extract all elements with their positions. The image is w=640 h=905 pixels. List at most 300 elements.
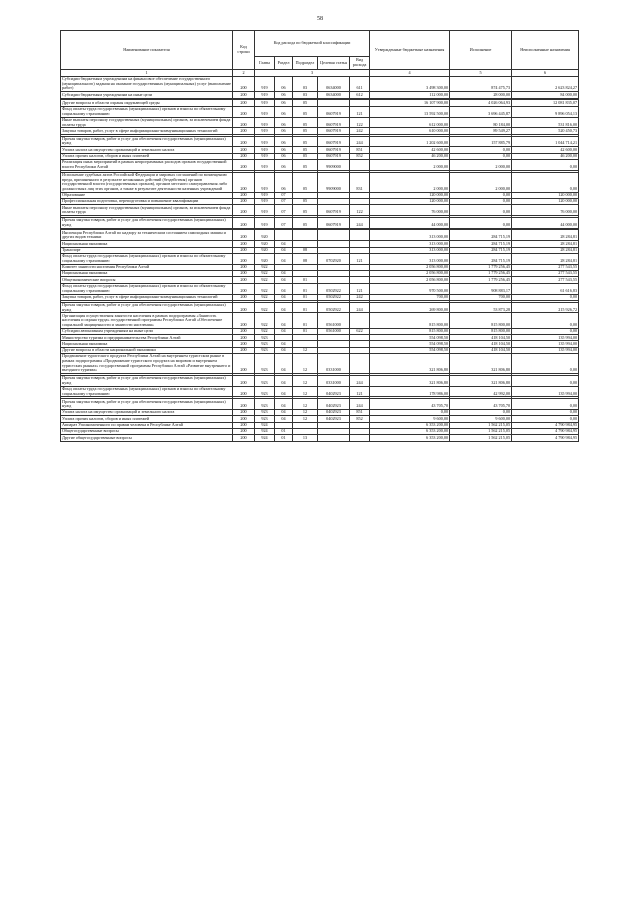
row-executed-amount: 28 000,00 (450, 92, 512, 98)
row-executed-amount: 321 806,80 (450, 375, 512, 386)
row-code: 200 (233, 160, 255, 171)
row-executed-amount: 0,00 (450, 205, 512, 216)
row-unexecuted-amount: 4 790 984,95 (512, 422, 579, 428)
header-chief: Главы (255, 57, 275, 70)
row-name: Уплата прочих налогов, сборов и иных платежей (61, 153, 233, 159)
row-chief-code: 923 (255, 416, 275, 422)
row-section-code: 04 (275, 410, 293, 416)
row-approved-amount: 9 600,00 (370, 416, 450, 422)
row-subsection-code: 08 (293, 253, 318, 264)
row-chief-code: 919 (255, 217, 275, 228)
row-chief-code: 922 (255, 313, 275, 328)
row-subsection-code: 12 (293, 347, 318, 353)
row-subsection-code: 12 (293, 354, 318, 374)
header-expense-type: Вид расхода (350, 57, 370, 70)
row-unexecuted-amount: 0,00 (512, 375, 579, 386)
row-target-item: 0607919 (318, 106, 350, 117)
row-name: Инспекция Республики Алтай по надзору за техническим состоянием самоходных машин и других видов техники (61, 230, 233, 241)
row-subsection-code: 01 (293, 277, 318, 283)
row-section-code: 06 (275, 117, 293, 128)
row-code: 200 (233, 136, 255, 147)
row-executed-amount: 1 779 256,45 (450, 277, 512, 283)
row-subsection-code: 12 (293, 399, 318, 410)
row-executed-amount: 53 873,28 (450, 302, 512, 313)
row-chief-code: 923 (255, 335, 275, 341)
row-subsection-code: 05 (293, 217, 318, 228)
row-expense-type: 244 (350, 217, 370, 228)
row-section-code: 06 (275, 160, 293, 171)
row-target-item: 0331000 (318, 375, 350, 386)
row-expense-type (350, 435, 370, 441)
row-code: 200 (233, 422, 255, 428)
row-unexecuted-amount: 84 000,00 (512, 92, 579, 98)
row-section-code: 07 (275, 217, 293, 228)
row-executed-amount: 0,00 (450, 410, 512, 416)
row-name: Прочая закупка товаров, работ и услуг для обеспечения государственных (муниципальных) нужд (61, 302, 233, 313)
row-unexecuted-amount: 9 896 054,13 (512, 106, 579, 117)
row-subsection-code: 05 (293, 106, 318, 117)
row-subsection-code: 05 (293, 160, 318, 171)
row-code: 200 (233, 283, 255, 294)
row-executed-amount: 80 184,00 (450, 117, 512, 128)
row-executed-amount: 0,00 (450, 198, 512, 204)
row-chief-code: 922 (255, 283, 275, 294)
row-approved-amount: 6 353 200,00 (370, 422, 450, 428)
row-approved-amount: 815 800,00 (370, 313, 450, 328)
row-target-item (318, 435, 350, 441)
row-unexecuted-amount: 44 000,00 (512, 217, 579, 228)
row-approved-amount: 2 056 800,00 (370, 264, 450, 270)
row-approved-amount: 612 000,00 (370, 117, 450, 128)
row-section-code: 04 (275, 294, 293, 300)
table-row (61, 354, 579, 374)
row-section-code: 04 (275, 416, 293, 422)
row-target-item (318, 230, 350, 241)
table-row (61, 217, 579, 228)
row-chief-code: 924 (255, 435, 275, 441)
table-row (61, 205, 579, 216)
row-code: 200 (233, 253, 255, 264)
row-approved-amount: 2 000,00 (370, 160, 450, 171)
row-unexecuted-amount: 42 600,00 (512, 147, 579, 153)
row-chief-code: 923 (255, 386, 275, 397)
header-unexecuted: Неисполненные назначения (512, 31, 579, 70)
row-section-code: 04 (275, 247, 293, 253)
row-name: Закупка товаров, работ, услуг в сфере информационно-коммуникационных технологий (61, 294, 233, 300)
row-section-code: 06 (275, 100, 293, 106)
row-section-code: 04 (275, 283, 293, 294)
row-code: 200 (233, 271, 255, 277)
table-row (61, 117, 579, 128)
row-name: Организация осуществления занятости населения в рамках подпрограммы «Занятость населения и охрана труда» государственной программы Республики Алтай «Обеспечение социальной защищенности и занятости населения» (61, 313, 233, 328)
row-unexecuted-amount: 4 790 984,95 (512, 435, 579, 441)
row-chief-code: 923 (255, 375, 275, 386)
row-code: 200 (233, 435, 255, 441)
row-executed-amount: 3 696 445,87 (450, 106, 512, 117)
row-expense-type: 851 (350, 410, 370, 416)
row-chief-code: 922 (255, 264, 275, 270)
column-number: 3 (255, 70, 370, 77)
row-approved-amount: 2 000,00 (370, 172, 450, 192)
row-subsection-code: 05 (293, 172, 318, 192)
row-section-code (275, 230, 293, 241)
row-expense-type: 242 (350, 294, 370, 300)
row-code: 200 (233, 386, 255, 397)
row-subsection-code: 08 (293, 247, 318, 253)
row-code: 200 (233, 335, 255, 341)
row-chief-code: 919 (255, 192, 275, 198)
row-subsection-code: 05 (293, 128, 318, 134)
row-executed-amount: 0,00 (450, 147, 512, 153)
row-unexecuted-amount: 520 450,73 (512, 128, 579, 134)
table-row (61, 313, 579, 328)
row-section-code: 06 (275, 172, 293, 192)
row-code: 200 (233, 147, 255, 153)
header-name: Наименование показателя (61, 31, 233, 70)
row-chief-code: 919 (255, 128, 275, 134)
row-chief-code: 922 (255, 328, 275, 334)
row-subsection-code: 12 (293, 386, 318, 397)
row-code: 200 (233, 328, 255, 334)
row-approved-amount: 76 000,00 (370, 205, 450, 216)
header-target-item: Целевая статья (318, 57, 350, 70)
row-subsection-code (293, 230, 318, 241)
row-name: Субсидии автономным учреждениям на иные цели (61, 328, 233, 334)
row-approved-amount: 313 000,00 (370, 230, 450, 241)
row-unexecuted-amount: 120 000,00 (512, 198, 579, 204)
row-unexecuted-amount: 135 994,00 (512, 335, 579, 341)
row-chief-code: 923 (255, 354, 275, 374)
row-section-code: 04 (275, 253, 293, 264)
row-approved-amount: 46 200,00 (370, 153, 450, 159)
row-approved-amount: 13 592 500,00 (370, 106, 450, 117)
row-name: Уплата прочих налогов, сборов и иных платежей (61, 416, 233, 422)
row-chief-code: 924 (255, 422, 275, 428)
row-approved-amount: 321 806,80 (370, 354, 450, 374)
row-target-item: 0607919 (318, 117, 350, 128)
row-expense-type: 244 (350, 302, 370, 313)
row-approved-amount: 313 000,00 (370, 241, 450, 247)
row-section-code: 06 (275, 128, 293, 134)
row-target-item: 0634000 (318, 77, 350, 92)
row-approved-amount: 321 806,80 (370, 375, 450, 386)
row-subsection-code: 12 (293, 416, 318, 422)
row-executed-amount: 42 992,00 (450, 386, 512, 397)
row-code: 200 (233, 100, 255, 106)
header-approved: Утвержденные бюджетные назначения (370, 31, 450, 70)
row-unexecuted-amount: 0,00 (512, 172, 579, 192)
row-approved-amount: 554 098,50 (370, 347, 450, 353)
row-unexecuted-amount: 1 044 714,21 (512, 136, 579, 147)
row-chief-code: 919 (255, 117, 275, 128)
row-executed-amount: 874 475,73 (450, 77, 512, 92)
row-name: Общегосударственные вопросы (61, 429, 233, 435)
row-expense-type: 121 (350, 106, 370, 117)
row-unexecuted-amount: 46 200,00 (512, 153, 579, 159)
row-target-item: 0702920 (318, 253, 350, 264)
row-section-code: 04 (275, 354, 293, 374)
row-approved-amount: 42 600,00 (370, 147, 450, 153)
column-number: 6 (512, 70, 579, 77)
row-section-code: 04 (275, 271, 293, 277)
row-chief-code: 919 (255, 100, 275, 106)
row-name: Прочая закупка товаров, работ и услуг для обеспечения государственных (муниципальных) нужд (61, 136, 233, 147)
row-chief-code: 919 (255, 106, 275, 117)
row-executed-amount: 908 883,17 (450, 283, 512, 294)
row-approved-amount: 0,00 (370, 410, 450, 416)
row-approved-amount: 1 202 600,00 (370, 136, 450, 147)
row-subsection-code: 05 (293, 153, 318, 159)
page-number: 58 (317, 16, 323, 22)
row-chief-code: 919 (255, 205, 275, 216)
row-subsection-code: 12 (293, 375, 318, 386)
row-expense-type (350, 160, 370, 171)
row-name: Фонд оплаты труда государственных (муниципальных) органов и взносы по обязательному социальному страхованию (61, 283, 233, 294)
row-unexecuted-amount: 28 284,81 (512, 247, 579, 253)
row-chief-code: 919 (255, 77, 275, 92)
row-approved-amount: 44 000,00 (370, 217, 450, 228)
row-unexecuted-amount: 0,00 (512, 294, 579, 300)
row-target-item: 0607919 (318, 153, 350, 159)
row-section-code: 04 (275, 399, 293, 410)
row-approved-amount: 313 000,00 (370, 247, 450, 253)
row-executed-amount: 284 715,19 (450, 230, 512, 241)
row-approved-amount: 2 056 800,00 (370, 277, 450, 283)
row-subsection-code: 01 (293, 328, 318, 334)
row-expense-type: 852 (350, 153, 370, 159)
row-target-item: 0331000 (318, 354, 350, 374)
row-expense-type: 121 (350, 386, 370, 397)
row-subsection-code: 05 (293, 136, 318, 147)
column-number: 5 (450, 70, 512, 77)
row-target-item: 0502922 (318, 294, 350, 300)
table-row (61, 77, 579, 92)
row-name: Другие вопросы в области национальной экономики (61, 347, 233, 353)
column-number: 2 (233, 70, 255, 77)
row-section-code: 06 (275, 106, 293, 117)
row-code: 200 (233, 341, 255, 347)
row-name: Образование (61, 192, 233, 198)
row-executed-amount: 700,00 (450, 294, 512, 300)
row-name: Национальная экономика (61, 271, 233, 277)
row-section-code: 04 (275, 386, 293, 397)
row-name: Фонд оплаты труда государственных (муниципальных) органов и взносы по обязательному социальному страхованию (61, 106, 233, 117)
row-name: Уплата налога на имущество организаций и земельного налога (61, 147, 233, 153)
row-chief-code: 919 (255, 153, 275, 159)
row-code: 200 (233, 354, 255, 374)
row-executed-amount: 157 885,79 (450, 136, 512, 147)
row-unexecuted-amount: 135 994,00 (512, 341, 579, 347)
row-expense-type: 611 (350, 77, 370, 92)
table-row (61, 375, 579, 386)
row-target-item: 0402923 (318, 399, 350, 410)
row-name: Прочая закупка товаров, работ и услуг для обеспечения государственных (муниципальных) нужд (61, 217, 233, 228)
row-code: 200 (233, 416, 255, 422)
row-expense-type: 242 (350, 128, 370, 134)
row-section-code: 04 (275, 302, 293, 313)
row-approved-amount: 554 098,50 (370, 341, 450, 347)
row-chief-code: 919 (255, 198, 275, 204)
table-body (61, 77, 579, 442)
row-code: 200 (233, 205, 255, 216)
row-approved-amount: 815 800,00 (370, 328, 450, 334)
row-name: Национальная экономика (61, 241, 233, 247)
row-unexecuted-amount: 0,00 (512, 328, 579, 334)
row-chief-code: 923 (255, 399, 275, 410)
row-unexecuted-amount: 0,00 (512, 313, 579, 328)
row-subsection-code: 01 (293, 294, 318, 300)
row-approved-amount: 120 000,00 (370, 198, 450, 204)
row-name: Общеэкономические вопросы (61, 277, 233, 283)
row-target-item: 0402923 (318, 386, 350, 397)
row-subsection-code: 03 (293, 92, 318, 98)
row-subsection-code: 12 (293, 410, 318, 416)
row-section-code: 06 (275, 77, 293, 92)
row-approved-amount: 2 056 800,00 (370, 271, 450, 277)
row-name: Исполнение судебных актов Российской Федерации и мировых соглашений по возмещению вреда, причиненного в результате незаконных действий (бездействия) органов государственной власти (государственных органов), органов местного самоуправления либо должностных лиц этих органов, а также в результате деятельности казенных учреждений (61, 172, 233, 192)
row-target-item: 0607919 (318, 136, 350, 147)
row-code: 200 (233, 399, 255, 410)
table-row (61, 435, 579, 441)
row-unexecuted-amount: 0,00 (512, 416, 579, 422)
row-unexecuted-amount: 277 543,55 (512, 271, 579, 277)
row-unexecuted-amount: 4 790 984,95 (512, 429, 579, 435)
row-name: Уплата налога на имущество организаций и земельного налога (61, 410, 233, 416)
row-code: 200 (233, 247, 255, 253)
row-target-item: 0634000 (318, 92, 350, 98)
row-code: 200 (233, 277, 255, 283)
row-target-item: 0402923 (318, 410, 350, 416)
row-subsection-code: 13 (293, 435, 318, 441)
row-code: 200 (233, 128, 255, 134)
row-unexecuted-amount: 0,00 (512, 399, 579, 410)
row-section-code: 06 (275, 153, 293, 159)
row-chief-code: 919 (255, 92, 275, 98)
row-code: 200 (233, 217, 255, 228)
row-approved-amount: 269 800,00 (370, 302, 450, 313)
row-chief-code: 923 (255, 347, 275, 353)
row-expense-type: 612 (350, 92, 370, 98)
row-code: 200 (233, 375, 255, 386)
row-target-item: 0561000 (318, 328, 350, 334)
row-name: Продвижение туристского продукта Республики Алтай на внутреннем туристском рынке в рамках подпрограммы «Продвижение туристского продукта на мировом и внутреннем туристских рынках» государственной программы Республики Алтай «Развитие внутреннего и въездного туризма» (61, 354, 233, 374)
row-expense-type: 122 (350, 117, 370, 128)
row-executed-amount: 89 549,27 (450, 128, 512, 134)
row-unexecuted-amount: 215 926,72 (512, 302, 579, 313)
row-section-code: 04 (275, 277, 293, 283)
row-approved-amount: 43 705,70 (370, 399, 450, 410)
row-section-code: 01 (275, 429, 293, 435)
row-expense-type: 244 (350, 136, 370, 147)
row-name: Субсидии бюджетным учреждениям на финансовое обеспечение государственного (муниципального) задания на оказание государственных (муниципальных) услуг (выполнение работ) (62, 76, 231, 91)
row-name: Прочая закупка товаров, работ и услуг для обеспечения государственных (муниципальных) нужд (61, 399, 233, 410)
row-target-item: 0607919 (318, 205, 350, 216)
row-chief-code: 922 (255, 277, 275, 283)
table-row (61, 106, 579, 117)
row-section-code: 04 (275, 375, 293, 386)
row-target-item: 0607919 (318, 128, 350, 134)
row-approved-amount: 120 000,00 (370, 192, 450, 198)
row-executed-amount: 1 779 256,45 (450, 264, 512, 270)
row-chief-code: 920 (255, 241, 275, 247)
row-unexecuted-amount: 28 284,81 (512, 230, 579, 241)
row-target-item: 0402923 (318, 416, 350, 422)
row-subsection-code: 01 (293, 313, 318, 328)
row-subsection-code: 05 (293, 205, 318, 216)
row-unexecuted-amount: 0,00 (512, 410, 579, 416)
table-row (61, 283, 579, 294)
row-unexecuted-amount: 12 081 835,07 (512, 100, 579, 106)
row-chief-code: 919 (255, 172, 275, 192)
table-row (61, 386, 579, 397)
header-subsection: Подраздел (293, 57, 318, 70)
row-executed-amount: 4 026 064,93 (450, 100, 512, 106)
row-unexecuted-amount: 28 284,81 (512, 241, 579, 247)
row-expense-type (350, 313, 370, 328)
row-unexecuted-amount: 28 284,81 (512, 253, 579, 264)
row-approved-amount: 313 000,00 (370, 253, 450, 264)
row-code: 200 (233, 429, 255, 435)
row-name: Министерство туризма и предпринимательства Республики Алтай (61, 335, 233, 341)
row-approved-amount: 6 353 200,00 (370, 429, 450, 435)
row-unexecuted-amount: 135 994,00 (512, 347, 579, 353)
row-chief-code: 919 (255, 136, 275, 147)
row-expense-type (350, 354, 370, 374)
row-code: 200 (233, 106, 255, 117)
row-code: 200 (233, 192, 255, 198)
row-code: 200 (233, 230, 255, 241)
header-budget-code-group: Код расхода по бюджетной классификации (255, 31, 370, 57)
row-section-code: 06 (275, 92, 293, 98)
row-expense-type: 244 (350, 399, 370, 410)
row-executed-amount: 418 104,50 (450, 347, 512, 353)
header-row-code: Код строки (233, 31, 255, 70)
row-name: Закупка товаров, работ, услуг в сфере информационно-коммуникационных технологий (61, 128, 233, 134)
row-subsection-code: 05 (293, 198, 318, 204)
row-chief-code: 924 (255, 429, 275, 435)
row-approved-amount: 112 000,00 (370, 92, 450, 98)
table-row (61, 160, 579, 171)
row-code: 200 (233, 198, 255, 204)
row-executed-amount: 418 104,50 (450, 335, 512, 341)
row-name: Субсидии бюджетным учреждениям на иные цели (61, 92, 233, 98)
row-name: Профессиональная подготовка, переподготовка и повышение квалификации (61, 198, 233, 204)
row-approved-amount: 3 498 300,00 (370, 77, 450, 92)
row-subsection-code: 05 (293, 100, 318, 106)
header-section: Раздел (275, 57, 293, 70)
row-code: 200 (233, 410, 255, 416)
row-target-item: 9909000 (318, 160, 350, 171)
row-expense-type: 122 (350, 205, 370, 216)
row-chief-code: 920 (255, 247, 275, 253)
row-executed-amount: 284 715,19 (450, 247, 512, 253)
row-target-item: 0502922 (318, 283, 350, 294)
row-unexecuted-amount: 135 994,00 (512, 386, 579, 397)
row-subsection-code: 05 (293, 117, 318, 128)
row-approved-amount: 970 500,00 (370, 283, 450, 294)
row-approved-amount: 554 098,50 (370, 335, 450, 341)
row-executed-amount: 43 705,70 (450, 399, 512, 410)
row-name: Комитет занятости населения Республики Алтай (61, 264, 233, 270)
row-executed-amount: 2 000,00 (450, 160, 512, 171)
row-subsection-code: 05 (293, 147, 318, 153)
row-approved-amount: 700,00 (370, 294, 450, 300)
row-code: 200 (233, 241, 255, 247)
row-section-code: 07 (275, 198, 293, 204)
row-name: Иные выплаты персоналу государственных (муниципальных) органов, за исключением фонда оплаты труда (61, 205, 233, 216)
row-section-code: 06 (275, 147, 293, 153)
row-name: Фонд оплаты труда государственных (муниципальных) органов и взносы по обязательному социальному страхованию (61, 386, 233, 397)
